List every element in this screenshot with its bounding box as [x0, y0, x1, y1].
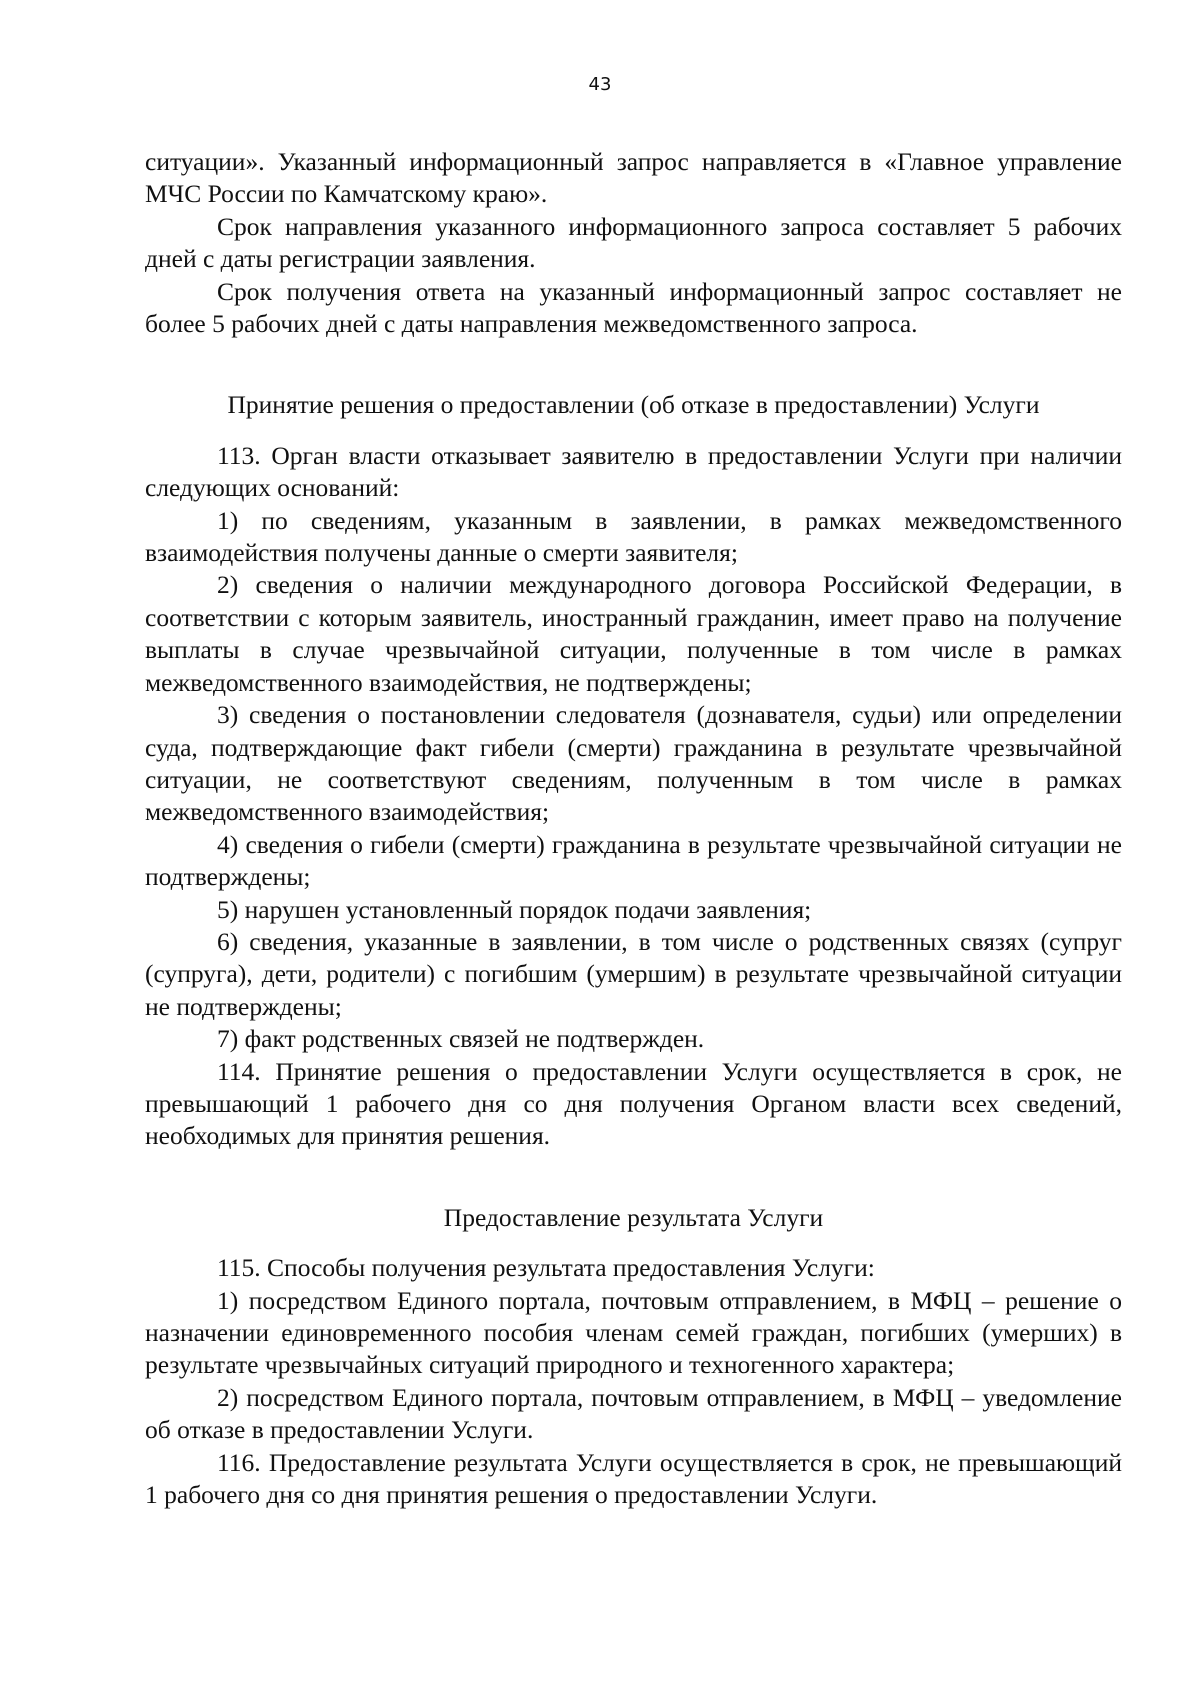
- spacer: [145, 1153, 1122, 1202]
- paragraph: Срок направления указанного информационного запроса составляет 5 рабочих дней с даты регистрации заявления.: [145, 211, 1122, 274]
- paragraph: 114. Принятие решения о предоставлении Услуги осуществляется в срок, не превышающий 1 рабочего дня со дня получения Органом власти всех сведений, необходимых для принятия решения.: [145, 1056, 1122, 1151]
- spacer: [145, 1234, 1122, 1252]
- spacer: [145, 340, 1122, 389]
- paragraph: 116. Предоставление результата Услуги осуществляется в срок, не превышающий 1 рабочего дня со дня принятия решения о предоставлении Услуги.: [145, 1447, 1122, 1510]
- list-item: 1) по сведениям, указанным в заявлении, в рамках межведомственного взаимодействия получены данные о смерти заявителя;: [145, 505, 1122, 568]
- list-item: 2) посредством Единого портала, почтовым отправлением, в МФЦ – уведомление об отказе в предоставлении Услуги.: [145, 1382, 1122, 1445]
- paragraph: Срок получения ответа на указанный информационный запрос составляет не более 5 рабочих дней с даты направления межведомственного запроса.: [145, 276, 1122, 339]
- list-item: 1) посредством Единого портала, почтовым отправлением, в МФЦ – решение о назначении единовременного пособия членам семей граждан, погибших (умерших) в результате чрезвычайных ситуаций природного и техногенного характера;: [145, 1285, 1122, 1380]
- spacer: [145, 422, 1122, 440]
- list-item: 3) сведения о постановлении следователя (дознавателя, судьи) или определении суда, подтверждающие факт гибели (смерти) гражданина в результате чрезвычайной ситуации, не соответствуют сведениям, полученным в том числе в рамках межведомственного взаимодействия;: [145, 700, 1122, 827]
- section-heading: Принятие решения о предоставлении (об отказе в предоставлении) Услуги: [227, 390, 1040, 420]
- list-item: 7) факт родственных связей не подтвержден.: [217, 1024, 705, 1054]
- page-number: 43: [588, 74, 612, 95]
- list-item: 5) нарушен установленный порядок подачи заявления;: [217, 894, 812, 924]
- document-body: [145, 146, 1122, 1511]
- list-item: 4) сведения о гибели (смерти) гражданина в результате чрезвычайной ситуации не подтверждены;: [145, 829, 1122, 892]
- section-heading: Предоставление результата Услуги: [443, 1202, 824, 1232]
- list-item: 2) сведения о наличии международного договора Российской Федерации, в соответствии с которым заявитель, иностранный гражданин, имеет право на получение выплаты в случае чрезвычайной ситуации, полученные в том числе в рамках межведомственного взаимодействия, не подтверждены;: [145, 570, 1122, 697]
- paragraph: 115. Способы получения результата предоставления Услуги:: [217, 1253, 875, 1283]
- list-item: 6) сведения, указанные в заявлении, в том числе о родственных связях (супруг (супруга), дети, родители) с погибшим (умершим) в результате чрезвычайной ситуации не подтверждены;: [145, 926, 1122, 1021]
- paragraph: 113. Орган власти отказывает заявителю в предоставлении Услуги при наличии следующих оснований:: [145, 440, 1122, 503]
- paragraph: ситуации». Указанный информационный запрос направляется в «Главное управление МЧС России по Камчатскому краю».: [145, 147, 1122, 209]
